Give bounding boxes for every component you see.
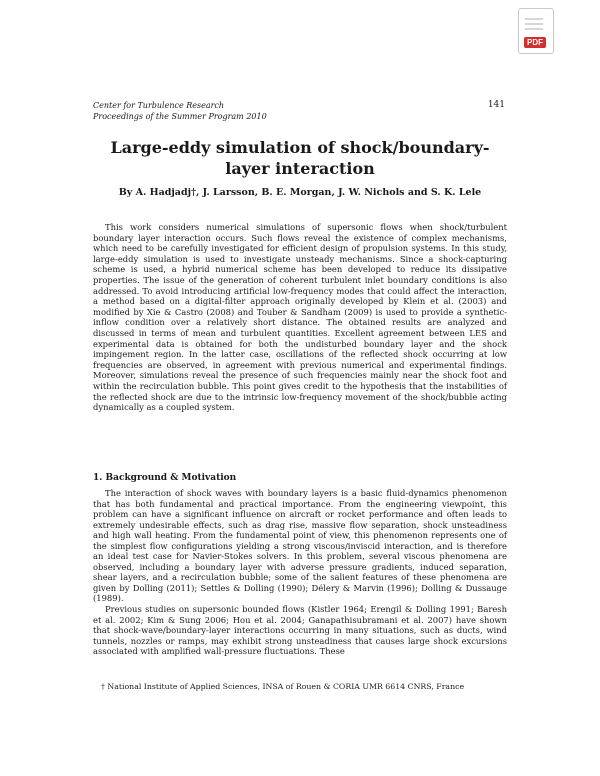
page-number: 141	[487, 100, 505, 110]
running-header	[93, 100, 505, 126]
abstract: This work considers numerical simulations of supersonic flows when shock/turbulent boundary layer interaction occurs. Such flows reveal the existence of complex mechanisms, which need to be carefully investigated for efficient design of propulsion systems. In this study, large-eddy simulation is used to investigate unsteady mechanisms. Since a shock-capturing scheme is used, a hybrid numerical scheme has been developed to reduce its dissipative properties. The issue of the generation of coherent turbulent inlet boundary conditions is also addressed. To avoid introducing artificial low-frequency modes that could affect the interaction, a method based on a digital-filter approach originally developed by Klein et al. (2003) and modified by Xie & Castro (2008) and Touber & Sandham (2009) is used to provide a synthetic-inflow condition over a relatively short distance. The obtained results are analyzed and discussed in terms of mean and turbulent quantities. Excellent agreement between LES and experimental data is obtained for both the undisturbed boundary layer and the shock impingement region. In the latter case, oscillations of the reflected shock occurring at low frequencies are observed, in agreement with previous numerical and experimental findings. Moreover, simulations reveal the presence of such frequencies mainly near the shock foot and within the recirculation bubble. This point gives credit to the hypothesis that the instabilities of the reflected shock are due to the intrinsic low-frequency movement of the shock/bubble acting dynamically as a coupled system.	[93, 222, 507, 413]
pdf-label: PDF	[524, 37, 546, 48]
header-line-1: Center for Turbulence Research	[93, 101, 225, 110]
paper-title: Large-eddy simulation of shock/boundary-layer interaction	[110, 138, 490, 178]
paragraph-1: The interaction of shock waves with boundary layers is a basic fluid-dynamics phenomenon that has both fundamental and practical importance. From the engineering viewpoint, this problem can have a significant influence on aircraft or rocket performance and often leads to extremely undesirable effects, such as drag rise, massive flow separation, shock unsteadiness and high wall heating. From the fundamental point of view, this phenomenon represents one of the simplest flow configurations yielding a strong viscous/inviscid interaction, and is therefore an ideal test case for Navier-Stokes solvers. In this problem, several viscous phenomena are observed, including a boundary layer with adverse pressure gradients, induced separation, shear layers, and a recirculation bubble; some of the salient features of these phenomena are given by Dolling (2011); Settles & Dolling (1990); Délery & Marvin (1996); Dolling & Dussauge (1989).	[93, 488, 507, 604]
pdf-lines-icon	[525, 18, 543, 33]
section-heading: 1. Background & Motivation	[93, 473, 237, 483]
pdf-file-icon[interactable]	[518, 8, 554, 54]
header-line-2: Proceedings of the Summer Program 2010	[93, 112, 267, 121]
paragraph-2: Previous studies on supersonic bounded flows (Kistler 1964; Erengil & Dolling 1991; Baresh et al. 2002; Kim & Sung 2006; Hou et al. 2004; Ganapathisubramani et al. 2007) have shown that shock-wave/boundary-layer interactions occurring in many situations, such as ducts, wind tunnels, nozzles or ramps, may exhibit strong unsteadiness that causes large shock excursions associated with amplified wall-pressure fluctuations. These	[93, 604, 507, 657]
section-body	[93, 488, 507, 657]
author-list: By A. Hadjadj†, J. Larsson, B. E. Morgan, J. W. Nichols and S. K. Lele	[118, 187, 482, 198]
footnote: † National Institute of Applied Sciences, INSA of Rouen & CORIA UMR 6614 CNRS, France	[101, 682, 465, 691]
